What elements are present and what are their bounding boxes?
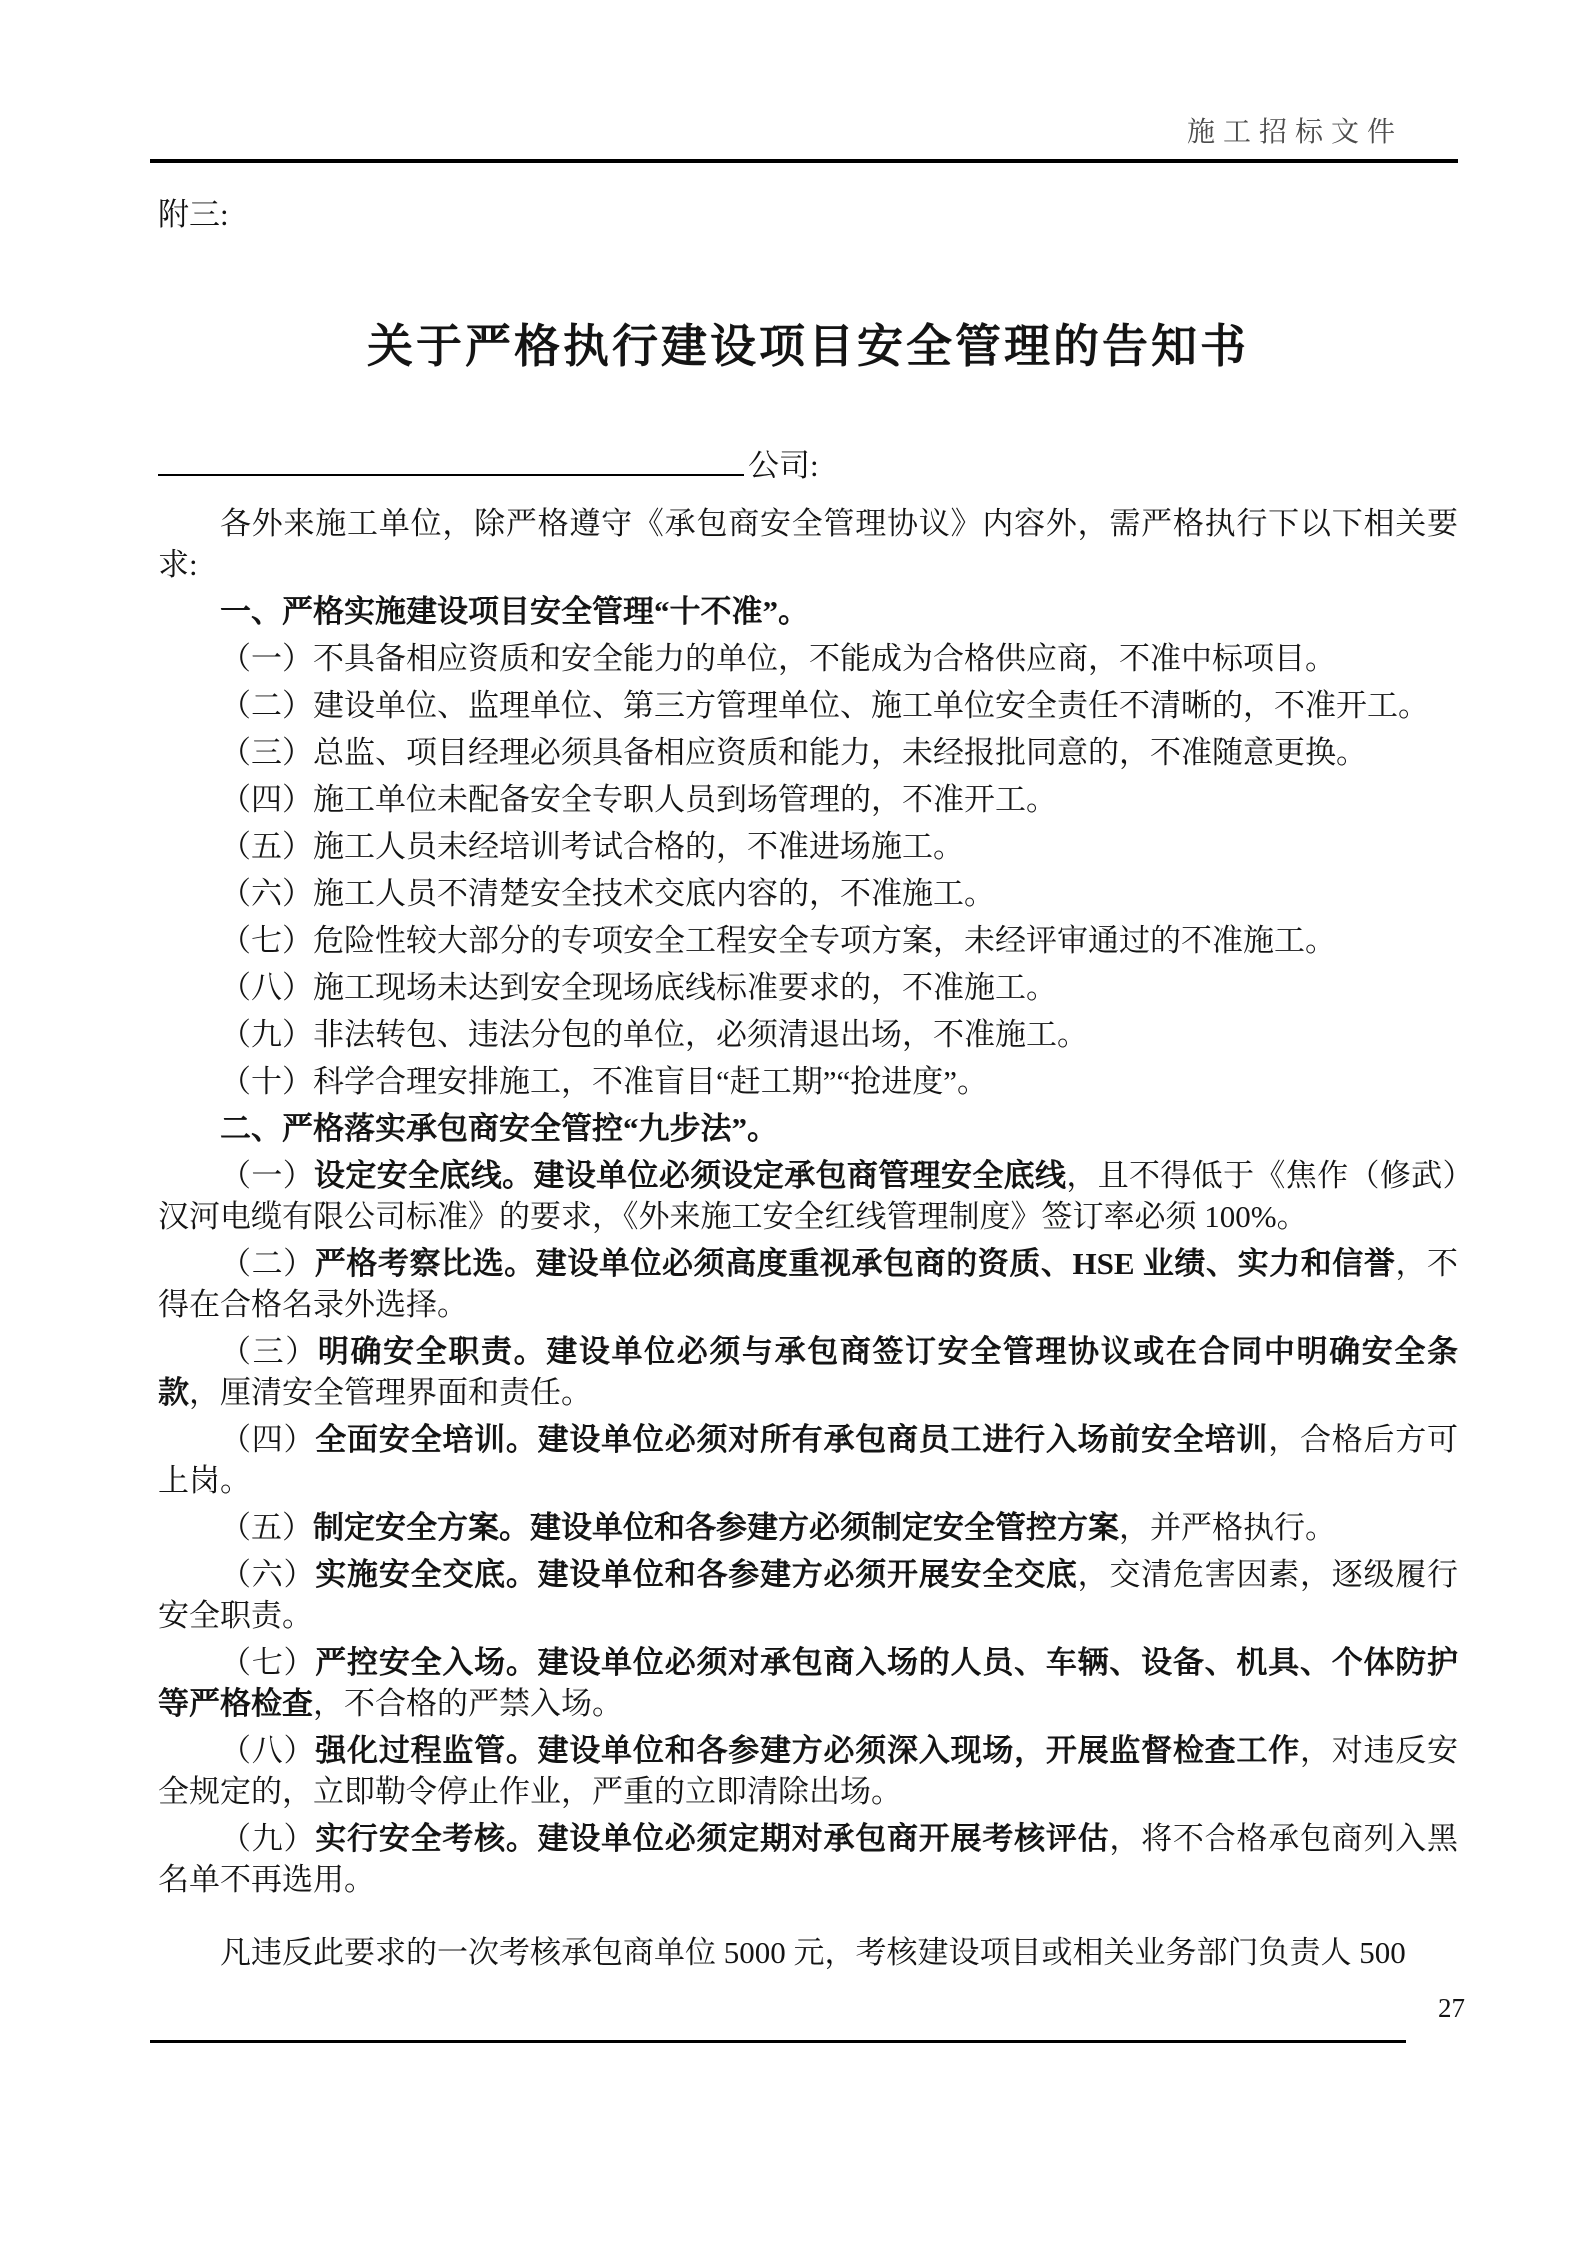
paragraph [158, 1155, 1458, 1237]
text-segment: （八） [220, 1733, 316, 1768]
text-segment: （五） [220, 1510, 313, 1545]
paragraph [158, 779, 1458, 820]
page-number: 27 [1438, 1993, 1465, 2023]
company-name-blank [158, 442, 744, 476]
bold-text-segment: 全面安全培训。建设单位必须对所有承包商员工进行入场前安全培训 [315, 1422, 1269, 1457]
document-body [158, 503, 1458, 1973]
paragraph [158, 503, 1458, 585]
text-segment: （九）非法转包、违法分包的单位，必须清退出场，不准施工。 [220, 1017, 1088, 1052]
text-segment: ，并严格执行。 [1119, 1510, 1336, 1545]
text-segment: 凡违反此要求的一次考核承包商单位 5000 元，考核建设项目或相关业务部门负责人 500 [220, 1935, 1406, 1970]
company-suffix-label: 公司: [748, 448, 819, 483]
paragraph [158, 1061, 1458, 1102]
text-segment: （九） [220, 1821, 316, 1856]
paragraph [158, 1642, 1458, 1724]
text-segment: （四） [220, 1422, 316, 1457]
text-segment: （二）建设单位、监理单位、第三方管理单位、施工单位安全责任不清晰的，不准开工。 [220, 688, 1429, 723]
text-segment: ，将不合格承包商列入黑名单不再选用。 [158, 1821, 1459, 1897]
bold-text-segment: 强化过程监管。建设单位和各参建方必须深入现场，开展监督检查工作 [315, 1733, 1300, 1768]
bold-text-segment: 明确安全职责。建设单位必须与承包商签订安全管理协议或在合同中明确安全条款 [158, 1334, 1459, 1410]
bold-text-segment: 实施安全交底。建设单位和各参建方必须开展安全交底 [315, 1557, 1078, 1592]
footer-rule [150, 2040, 1406, 2043]
bold-text-segment: 实行安全考核。建设单位必须定期对承包商开展考核评估 [315, 1821, 1110, 1856]
paragraph [158, 873, 1458, 914]
paragraph [158, 1818, 1458, 1900]
text-segment: 各外来施工单位，除严格遵守《承包商安全管理协议》内容外，需严格执行下以下相关要求: [158, 506, 1458, 582]
text-segment: （五）施工人员未经培训考试合格的，不准进场施工。 [220, 829, 964, 864]
text-segment: （六）施工人员不清楚安全技术交底内容的，不准施工。 [220, 876, 995, 911]
paragraph [158, 638, 1458, 679]
section-heading [158, 591, 1458, 632]
paragraph [158, 732, 1458, 773]
paragraph [158, 1331, 1458, 1413]
paragraph [158, 1932, 1458, 1973]
text-segment: （一） [220, 1158, 315, 1193]
bold-text-segment: 制定安全方案。建设单位和各参建方必须制定安全管控方案 [313, 1510, 1119, 1545]
paragraph [158, 967, 1458, 1008]
text-segment: ，不合格的严禁入场。 [313, 1686, 623, 1721]
text-segment: （六） [220, 1557, 316, 1592]
bold-text-segment: 严格考察比选。建设单位必须高度重视承包商的资质、HSE 业绩、实力和信誉 [314, 1246, 1396, 1281]
text-segment: ，合格后方可上岗。 [158, 1422, 1459, 1498]
text-segment: （三）总监、项目经理必须具备相应资质和能力，未经报批同意的，不准随意更换。 [220, 735, 1367, 770]
text-segment: （七） [220, 1645, 316, 1680]
text-segment: ，厘清安全管理界面和责任。 [189, 1375, 592, 1410]
text-segment: （二） [220, 1246, 315, 1281]
paragraph [158, 1014, 1458, 1055]
paragraph [158, 826, 1458, 867]
paragraph [158, 1730, 1458, 1812]
document-content [0, 189, 1587, 1973]
paragraph [158, 1243, 1458, 1325]
attachment-label: 附三: [158, 197, 229, 232]
document-title: 关于严格执行建设项目安全管理的告知书 [367, 321, 1249, 372]
text-segment: （十）科学合理安排施工，不准盲目“赶工期”“抢进度”。 [220, 1064, 989, 1099]
header-doc-type: 施工招标文件 [1186, 117, 1403, 148]
text-segment: （三） [220, 1334, 318, 1369]
section-heading [158, 1108, 1458, 1149]
paragraph [158, 1419, 1458, 1501]
text-segment: ，对违反安全规定的，立即勒令停止作业，严重的立即清除出场。 [158, 1733, 1459, 1809]
paragraph [158, 685, 1458, 726]
bold-text-segment: 二、严格落实承包商安全管控“九步法”。 [220, 1111, 778, 1146]
text-segment: ，交清危害因素，逐级履行安全职责。 [158, 1557, 1459, 1633]
text-segment: ，不得在合格名录外选择。 [158, 1246, 1459, 1322]
header-rule [150, 159, 1458, 163]
company-line [158, 440, 1458, 485]
paragraph [158, 1507, 1458, 1548]
paragraph [158, 920, 1458, 961]
text-segment: （一）不具备相应资质和安全能力的单位，不能成为合格供应商，不准中标项目。 [220, 641, 1336, 676]
bold-text-segment: 一、严格实施建设项目安全管理“十不准”。 [220, 594, 809, 629]
paragraph [158, 1554, 1458, 1636]
text-segment: （七）危险性较大部分的专项安全工程安全专项方案，未经评审通过的不准施工。 [220, 923, 1336, 958]
bold-text-segment: 严控安全入场。建设单位必须对承包商入场的人员、车辆、设备、机具、个体防护等严格检查 [158, 1645, 1459, 1721]
text-segment: （八）施工现场未达到安全现场底线标准要求的，不准施工。 [220, 970, 1057, 1005]
bold-text-segment: 设定安全底线。建设单位必须设定承包商管理安全底线 [314, 1158, 1067, 1193]
text-segment: ，且不得低于《焦作（修武）汉河电缆有限公司标准》的要求，《外来施工安全红线管理制度》签订率必须 100%。 [158, 1158, 1459, 1234]
text-segment: （四）施工单位未配备安全专职人员到场管理的，不准开工。 [220, 782, 1057, 817]
